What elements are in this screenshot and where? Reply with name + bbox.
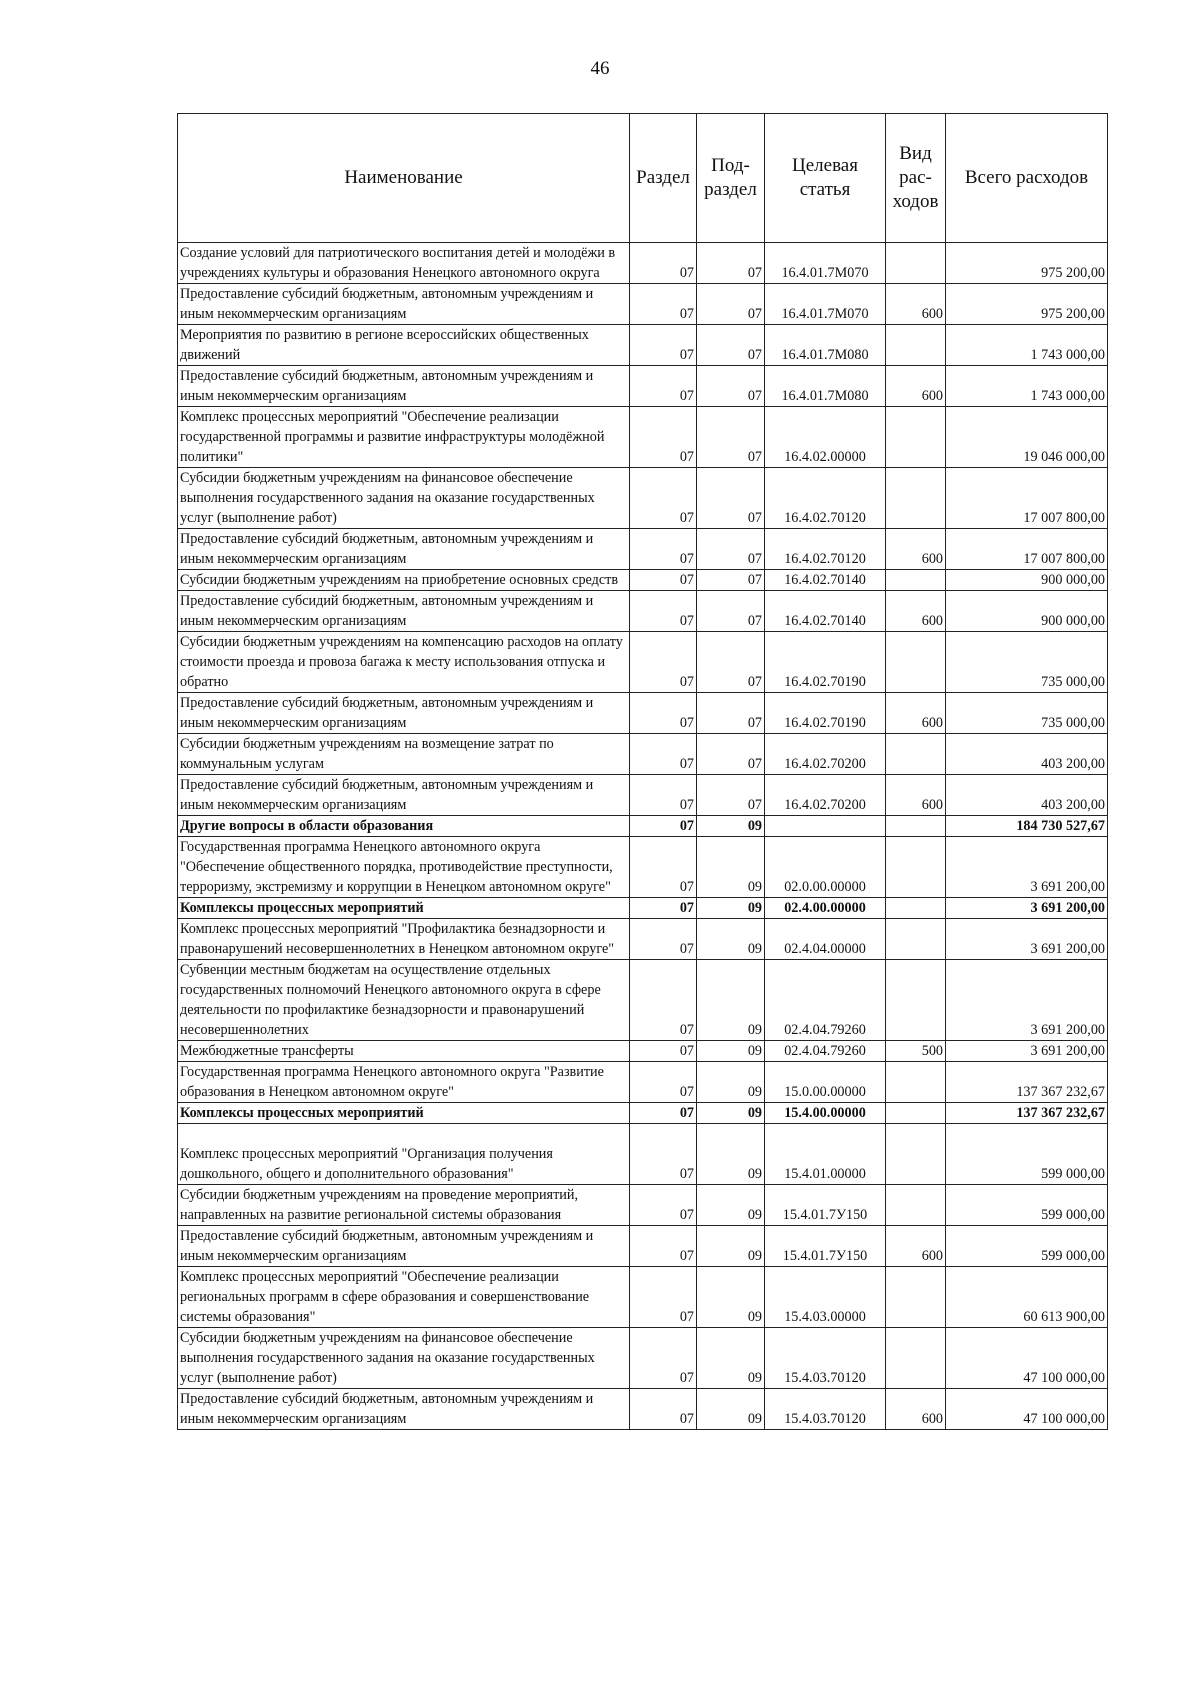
row-tselevaya: 02.4.04.00000 — [765, 919, 886, 960]
table-row — [178, 591, 1108, 632]
row-name: Предоставление субсидий бюджетным, автономным учреждениям и иным некоммерческим организациям — [178, 775, 630, 816]
row-name: Комплекс процессных мероприятий "Организация получения дошкольного, общего и дополнительного образования" — [178, 1124, 630, 1185]
table-row — [178, 919, 1108, 960]
table-row — [178, 325, 1108, 366]
row-podrazdel: 09 — [697, 837, 765, 898]
row-tselevaya: 15.4.03.70120 — [765, 1389, 886, 1430]
row-razdel: 07 — [630, 1226, 697, 1267]
row-tselevaya: 15.0.00.00000 — [765, 1062, 886, 1103]
row-podrazdel: 09 — [697, 1185, 765, 1226]
row-razdel: 07 — [630, 407, 697, 468]
row-total: 60 613 900,00 — [946, 1267, 1108, 1328]
table-row — [178, 1041, 1108, 1062]
row-name: Предоставление субсидий бюджетным, автономным учреждениям и иным некоммерческим организациям — [178, 284, 630, 325]
table-row — [178, 775, 1108, 816]
row-name: Государственная программа Ненецкого автономного округа "Развитие образования в Ненецком автономном округе" — [178, 1062, 630, 1103]
row-razdel: 07 — [630, 816, 697, 837]
row-total: 599 000,00 — [946, 1124, 1108, 1185]
row-razdel: 07 — [630, 1267, 697, 1328]
table-row — [178, 570, 1108, 591]
row-razdel: 07 — [630, 693, 697, 734]
row-vid: 600 — [886, 366, 946, 407]
row-razdel: 07 — [630, 570, 697, 591]
row-podrazdel: 07 — [697, 591, 765, 632]
row-total: 403 200,00 — [946, 775, 1108, 816]
row-name: Другие вопросы в области образования — [178, 816, 630, 837]
row-vid — [886, 570, 946, 591]
row-tselevaya: 15.4.01.7У150 — [765, 1226, 886, 1267]
row-razdel: 07 — [630, 468, 697, 529]
row-podrazdel: 09 — [697, 1226, 765, 1267]
row-total: 19 046 000,00 — [946, 407, 1108, 468]
row-podrazdel: 07 — [697, 632, 765, 693]
row-name: Субвенции местным бюджетам на осуществление отдельных государственных полномочий Ненецкого автономного округа в сфере деятельности по профилактике безнадзорности и правонарушений несовершеннолетних — [178, 960, 630, 1041]
row-tselevaya: 16.4.01.7М070 — [765, 284, 886, 325]
row-razdel: 07 — [630, 898, 697, 919]
row-vid — [886, 734, 946, 775]
row-podrazdel: 07 — [697, 468, 765, 529]
row-vid: 600 — [886, 529, 946, 570]
row-name: Межбюджетные трансферты — [178, 1041, 630, 1062]
table-row — [178, 837, 1108, 898]
row-tselevaya — [765, 816, 886, 837]
row-total: 17 007 800,00 — [946, 529, 1108, 570]
row-vid: 600 — [886, 775, 946, 816]
table-header-row — [178, 114, 1108, 243]
row-tselevaya: 16.4.02.70200 — [765, 775, 886, 816]
row-total: 3 691 200,00 — [946, 898, 1108, 919]
row-name: Государственная программа Ненецкого автономного округа "Обеспечение общественного порядка, противодействие преступности, терроризму, экстремизму и коррупции в Ненецком автономном округе" — [178, 837, 630, 898]
row-razdel: 07 — [630, 734, 697, 775]
row-podrazdel: 09 — [697, 1267, 765, 1328]
table-row — [178, 468, 1108, 529]
row-total: 599 000,00 — [946, 1226, 1108, 1267]
row-razdel: 07 — [630, 960, 697, 1041]
row-tselevaya: 15.4.03.70120 — [765, 1328, 886, 1389]
row-podrazdel: 09 — [697, 898, 765, 919]
row-razdel: 07 — [630, 837, 697, 898]
table-row — [178, 1328, 1108, 1389]
row-vid — [886, 1267, 946, 1328]
row-vid — [886, 407, 946, 468]
row-podrazdel: 09 — [697, 919, 765, 960]
row-total: 975 200,00 — [946, 284, 1108, 325]
row-razdel: 07 — [630, 1062, 697, 1103]
row-vid — [886, 1062, 946, 1103]
table-row — [178, 529, 1108, 570]
row-podrazdel: 07 — [697, 775, 765, 816]
row-name: Субсидии бюджетным учреждениям на компенсацию расходов на оплату стоимости проезда и провоза багажа к месту использования отпуска и обратно — [178, 632, 630, 693]
row-tselevaya: 15.4.03.00000 — [765, 1267, 886, 1328]
row-podrazdel: 07 — [697, 325, 765, 366]
row-tselevaya: 02.0.00.00000 — [765, 837, 886, 898]
table-row — [178, 366, 1108, 407]
row-tselevaya: 02.4.00.00000 — [765, 898, 886, 919]
row-tselevaya: 16.4.02.70140 — [765, 570, 886, 591]
table-row — [178, 407, 1108, 468]
row-tselevaya: 15.4.00.00000 — [765, 1103, 886, 1124]
row-name: Комплексы процессных мероприятий — [178, 1103, 630, 1124]
row-tselevaya: 16.4.02.70120 — [765, 529, 886, 570]
row-total: 1 743 000,00 — [946, 325, 1108, 366]
row-podrazdel: 09 — [697, 816, 765, 837]
row-podrazdel: 09 — [697, 1062, 765, 1103]
row-name: Предоставление субсидий бюджетным, автономным учреждениям и иным некоммерческим организациям — [178, 529, 630, 570]
row-total: 47 100 000,00 — [946, 1389, 1108, 1430]
row-vid — [886, 1103, 946, 1124]
row-name: Комплекс процессных мероприятий "Обеспечение реализации региональных программ в сфере образования и совершенствование системы образования" — [178, 1267, 630, 1328]
row-podrazdel: 09 — [697, 1103, 765, 1124]
row-podrazdel: 07 — [697, 284, 765, 325]
row-tselevaya: 16.4.02.70120 — [765, 468, 886, 529]
header-total: Всего расходов — [946, 114, 1108, 243]
row-total: 735 000,00 — [946, 693, 1108, 734]
row-razdel: 07 — [630, 1185, 697, 1226]
header-razdel: Раздел — [630, 114, 697, 243]
row-razdel: 07 — [630, 284, 697, 325]
row-tselevaya: 02.4.04.79260 — [765, 960, 886, 1041]
table-row — [178, 734, 1108, 775]
header-vid: Вид рас- ходов — [886, 114, 946, 243]
row-name: Субсидии бюджетным учреждениям на приобретение основных средств — [178, 570, 630, 591]
header-podrazdel: Под- раздел — [697, 114, 765, 243]
table-row — [178, 1267, 1108, 1328]
table-row — [178, 816, 1108, 837]
row-podrazdel: 09 — [697, 1328, 765, 1389]
row-tselevaya: 02.4.04.79260 — [765, 1041, 886, 1062]
row-total: 3 691 200,00 — [946, 919, 1108, 960]
row-vid: 600 — [886, 591, 946, 632]
row-tselevaya: 16.4.02.00000 — [765, 407, 886, 468]
row-tselevaya: 16.4.01.7М080 — [765, 366, 886, 407]
table-row — [178, 632, 1108, 693]
row-name: Комплексы процессных мероприятий — [178, 898, 630, 919]
row-vid — [886, 632, 946, 693]
row-name: Субсидии бюджетным учреждениям на проведение мероприятий, направленных на развитие региональной системы образования — [178, 1185, 630, 1226]
row-vid: 600 — [886, 284, 946, 325]
row-total: 3 691 200,00 — [946, 837, 1108, 898]
row-razdel: 07 — [630, 529, 697, 570]
row-razdel: 07 — [630, 919, 697, 960]
row-podrazdel: 07 — [697, 693, 765, 734]
row-podrazdel: 09 — [697, 1041, 765, 1062]
row-podrazdel: 09 — [697, 1389, 765, 1430]
budget-table — [177, 113, 1108, 1430]
row-vid — [886, 898, 946, 919]
row-podrazdel: 09 — [697, 960, 765, 1041]
row-podrazdel: 07 — [697, 366, 765, 407]
row-tselevaya: 15.4.01.7У150 — [765, 1185, 886, 1226]
row-total: 1 743 000,00 — [946, 366, 1108, 407]
row-total: 735 000,00 — [946, 632, 1108, 693]
row-tselevaya: 15.4.01.00000 — [765, 1124, 886, 1185]
row-tselevaya: 16.4.02.70190 — [765, 693, 886, 734]
row-vid — [886, 837, 946, 898]
row-vid: 600 — [886, 1226, 946, 1267]
row-vid — [886, 325, 946, 366]
row-name: Предоставление субсидий бюджетным, автономным учреждениям и иным некоммерческим организациям — [178, 591, 630, 632]
table-row — [178, 898, 1108, 919]
table-row — [178, 1062, 1108, 1103]
row-razdel: 07 — [630, 1103, 697, 1124]
row-tselevaya: 16.4.01.7М070 — [765, 243, 886, 284]
row-vid — [886, 960, 946, 1041]
row-name: Предоставление субсидий бюджетным, автономным учреждениям и иным некоммерческим организациям — [178, 366, 630, 407]
row-name: Комплекс процессных мероприятий "Профилактика безнадзорности и правонарушений несовершеннолетних в Ненецком автономном округе" — [178, 919, 630, 960]
row-total: 900 000,00 — [946, 570, 1108, 591]
header-tselevaya: Целевая статья — [765, 114, 886, 243]
table-body — [178, 243, 1108, 1430]
row-podrazdel: 09 — [697, 1124, 765, 1185]
header-name: Наименование — [178, 114, 630, 243]
row-name: Субсидии бюджетным учреждениям на финансовое обеспечение выполнения государственного задания на оказание государственных услуг (выполнение работ) — [178, 468, 630, 529]
row-razdel: 07 — [630, 243, 697, 284]
row-name: Комплекс процессных мероприятий "Обеспечение реализации государственной программы и развитие инфраструктуры молодёжной политики" — [178, 407, 630, 468]
row-total: 17 007 800,00 — [946, 468, 1108, 529]
table-row — [178, 1185, 1108, 1226]
table-row — [178, 960, 1108, 1041]
row-vid: 600 — [886, 1389, 946, 1430]
row-total: 137 367 232,67 — [946, 1062, 1108, 1103]
row-total: 403 200,00 — [946, 734, 1108, 775]
table-row — [178, 1124, 1108, 1185]
row-name: Предоставление субсидий бюджетным, автономным учреждениям и иным некоммерческим организациям — [178, 1389, 630, 1430]
row-name: Субсидии бюджетным учреждениям на финансовое обеспечение выполнения государственного задания на оказание государственных услуг (выполнение работ) — [178, 1328, 630, 1389]
row-vid: 600 — [886, 693, 946, 734]
row-vid — [886, 919, 946, 960]
row-name: Создание условий для патриотического воспитания детей и молодёжи в учреждениях культуры и образования Ненецкого автономного округа — [178, 243, 630, 284]
row-razdel: 07 — [630, 1124, 697, 1185]
row-podrazdel: 07 — [697, 529, 765, 570]
row-total: 3 691 200,00 — [946, 960, 1108, 1041]
row-vid — [886, 816, 946, 837]
row-total: 900 000,00 — [946, 591, 1108, 632]
row-tselevaya: 16.4.02.70140 — [765, 591, 886, 632]
row-tselevaya: 16.4.02.70190 — [765, 632, 886, 693]
row-vid — [886, 468, 946, 529]
row-razdel: 07 — [630, 1041, 697, 1062]
row-total: 3 691 200,00 — [946, 1041, 1108, 1062]
row-podrazdel: 07 — [697, 243, 765, 284]
row-vid — [886, 243, 946, 284]
row-tselevaya: 16.4.01.7М080 — [765, 325, 886, 366]
table-row — [178, 1389, 1108, 1430]
row-total: 47 100 000,00 — [946, 1328, 1108, 1389]
row-tselevaya: 16.4.02.70200 — [765, 734, 886, 775]
row-razdel: 07 — [630, 1389, 697, 1430]
page-number: 46 — [590, 58, 610, 79]
row-razdel: 07 — [630, 1328, 697, 1389]
row-podrazdel: 07 — [697, 570, 765, 591]
table-row — [178, 243, 1108, 284]
table-row — [178, 693, 1108, 734]
table-row — [178, 284, 1108, 325]
row-total: 137 367 232,67 — [946, 1103, 1108, 1124]
row-vid: 500 — [886, 1041, 946, 1062]
row-podrazdel: 07 — [697, 734, 765, 775]
table-row — [178, 1103, 1108, 1124]
row-razdel: 07 — [630, 775, 697, 816]
row-razdel: 07 — [630, 366, 697, 407]
row-total: 599 000,00 — [946, 1185, 1108, 1226]
row-vid — [886, 1185, 946, 1226]
row-podrazdel: 07 — [697, 407, 765, 468]
table-row — [178, 1226, 1108, 1267]
row-razdel: 07 — [630, 632, 697, 693]
row-total: 975 200,00 — [946, 243, 1108, 284]
row-vid — [886, 1124, 946, 1185]
row-name: Мероприятия по развитию в регионе всероссийских общественных движений — [178, 325, 630, 366]
row-razdel: 07 — [630, 591, 697, 632]
row-name: Субсидии бюджетным учреждениям на возмещение затрат по коммунальным услугам — [178, 734, 630, 775]
row-total: 184 730 527,67 — [946, 816, 1108, 837]
row-razdel: 07 — [630, 325, 697, 366]
row-name: Предоставление субсидий бюджетным, автономным учреждениям и иным некоммерческим организациям — [178, 1226, 630, 1267]
row-name: Предоставление субсидий бюджетным, автономным учреждениям и иным некоммерческим организациям — [178, 693, 630, 734]
row-vid — [886, 1328, 946, 1389]
